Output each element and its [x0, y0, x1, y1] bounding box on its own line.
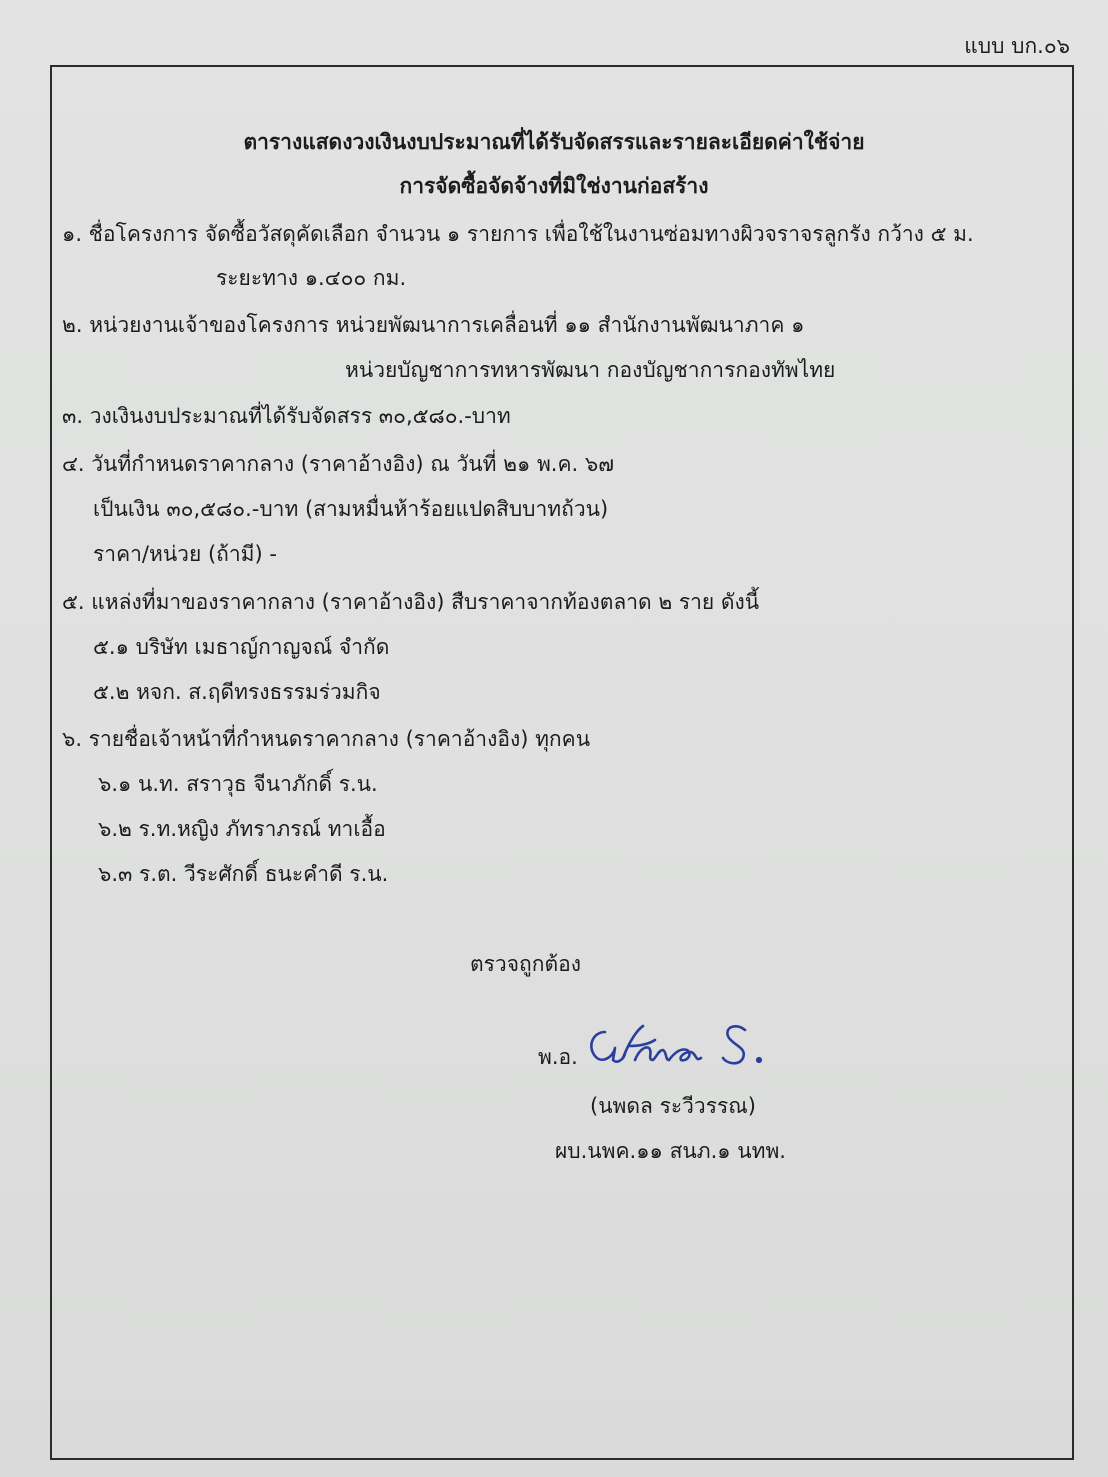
officer-2: ๖.๒ ร.ท.หญิง ภัทราภรณ์ ทาเอื้อ: [98, 817, 386, 841]
handwritten-signature: [583, 1014, 773, 1074]
verified-label: ตรวจถูกต้อง: [470, 952, 581, 976]
price-source-2: ๕.๒ หจก. ส.ฤดีทรงธรรมร่วมกิจ: [93, 680, 381, 704]
item-owner-unit-continued: หน่วยบัญชาการทหารพัฒนา กองบัญชาการกองทัพไทย: [345, 358, 836, 382]
signer-name: (นพดล ระวีวรรณ): [590, 1094, 756, 1118]
item-reference-date: ๔. วันที่กำหนดราคากลาง (ราคาอ้างอิง) ณ วันที่ ๒๑ พ.ค. ๖๗: [62, 452, 614, 476]
item-unit-price: ราคา/หน่วย (ถ้ามี) -: [93, 542, 277, 566]
item-project-name: ๑. ชื่อโครงการ จัดซื้อวัสดุคัดเลือก จำนวน ๑ รายการ เพื่อใช้ในงานซ่อมทางผิวจราจรลูกรัง กว้าง ๕ ม.: [62, 222, 974, 246]
officer-3: ๖.๓ ร.ต. วีระศักดิ์ ธนะคำดี ร.น.: [98, 862, 389, 886]
item-reference-amount: เป็นเงิน ๓๐,๕๘๐.-บาท (สามหมื่นห้าร้อยแปดสิบบาทถ้วน): [93, 497, 609, 521]
signer-rank: พ.อ.: [538, 1045, 578, 1069]
item-officers: ๖. รายชื่อเจ้าหน้าที่กำหนดราคากลาง (ราคาอ้างอิง) ทุกคน: [62, 727, 591, 751]
document-title-line-1: ตารางแสดงวงเงินงบประมาณที่ได้รับจัดสรรและรายละเอียดค่าใช้จ่าย: [243, 130, 865, 154]
signer-position: ผบ.นพค.๑๑ สนภ.๑ นทพ.: [555, 1139, 786, 1163]
document-title-line-2: การจัดซื้อจัดจ้างที่มิใช่งานก่อสร้าง: [399, 174, 709, 198]
item-budget: ๓. วงเงินงบประมาณที่ได้รับจัดสรร ๓๐,๕๘๐.-บาท: [62, 404, 511, 428]
item-owner-unit: ๒. หน่วยงานเจ้าของโครงการ หน่วยพัฒนาการเคลื่อนที่ ๑๑ สำนักงานพัฒนาภาค ๑: [62, 313, 805, 337]
price-source-1: ๕.๑ บริษัท เมธาญ์กาญจณ์ จำกัด: [93, 635, 390, 659]
item-project-name-continued: ระยะทาง ๑.๔๐๐ กม.: [216, 266, 407, 290]
form-code: แบบ บก.๐๖: [964, 34, 1070, 58]
document-frame: [50, 65, 1074, 1460]
item-price-sources: ๕. แหล่งที่มาของราคากลาง (ราคาอ้างอิง) สืบราคาจากท้องตลาด ๒ ราย ดังนี้: [62, 590, 760, 614]
officer-1: ๖.๑ น.ท. สราวุธ จีนาภักดิ์ ร.น.: [98, 772, 378, 796]
